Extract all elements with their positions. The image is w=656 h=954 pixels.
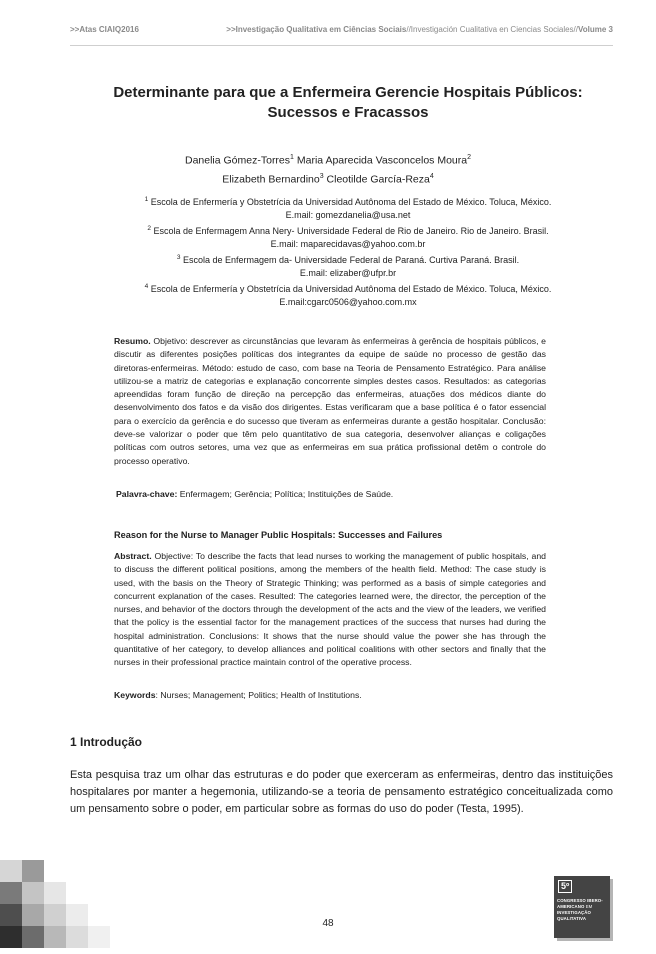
author-affil-mark: 3 xyxy=(319,172,324,180)
affiliation-1 xyxy=(80,193,616,209)
running-header-right xyxy=(226,25,613,34)
congress-logo xyxy=(554,876,610,938)
affiliation-3 xyxy=(80,251,616,267)
affiliations xyxy=(80,193,616,309)
author-list xyxy=(0,150,656,187)
affiliation-4 xyxy=(80,280,616,296)
keywords-portuguese xyxy=(116,489,548,499)
logo-line: QUALITATIVA xyxy=(557,916,587,921)
english-title: Reason for the Nurse to Manager Public Hospitals: Successes and Failures xyxy=(114,530,443,540)
logo-text xyxy=(557,898,608,922)
author-name: Elizabeth Bernardino xyxy=(222,173,320,185)
abstract-english xyxy=(114,550,546,670)
abstract-label: Resumo. xyxy=(114,336,151,346)
affiliation-email: E.mail: maparecidavas@yahoo.com.br xyxy=(270,239,426,249)
abstract-text: Objetivo: descrever as circunstâncias que levaram às enfermeiras à gerência de hospitais públicos, e discutir as diferentes posições políticas dos integrantes da equipe de saúde no processo de gestão das diretoras-enfermeiras. Método: estudo de caso, com base na Teoria de Pensamento Estratégico. Para análise utilizou-se a matriz de categorias e explanação concorrente simples destes casos. Resultados: as categorias apreendidas foram função de direção na percepção das enfermeiras, atuações dos médicos diante do desenvolvimento dos fatos e da visão dos dirigentes. Estas verificaram que a base política é o fator essencial para o exercício da gerência e do sucesso que tiveram as enfermeiras durante a gestão hospitalar. Conclusão: deve-se valorizar o poder que têm pelo quantitativo de sua categoria, desenvolver alianças e coligações políticas com outros setores, uma vez que as enfermeiras em sua prática profissional detêm o controle do processo operativo. xyxy=(114,336,547,466)
author-name: Maria Aparecida Vasconcelos Moura xyxy=(296,154,468,167)
logo-line: INVESTIGAÇÃO xyxy=(557,910,591,915)
paper-title: Determinante para que a Enfermeira Gerencie Hospitais Públicos: Sucessos e Fracassos xyxy=(113,84,583,121)
header-divider xyxy=(70,45,613,46)
abstract-text: Objective: To describe the facts that lead nurses to working the management of public hospitals, and to discuss the different political positions, among the members of the health field. Method: The case study is used, with the basis on the Theory of Strategic Thinking; was performed as a basis of simple categories and concurrent explanation of the cases. Resulted: The categories learned were, the director, the perception of the nurses, and behavior of the doctors through the development of the acts and the view of the leaders, we verified that the policy is the essential factor for the management practices of the success that nurses had during the hospital administration. Conclusions: It shows that the nurse should value the power she has through the quantitative of her category, to develop alliances and political coalitions with other sectors and finally that the nurses in their professional practice maintain control of the operative process. xyxy=(114,551,546,668)
affiliation-text: Escola de Enfermería y Obstetrícia da Universidad Autônoma del Estado de México. Toluca, México. xyxy=(150,284,552,294)
header-journal-es: //Investigación Cualitativa en Ciencias Sociales// xyxy=(406,25,579,34)
section-heading: 1 Introdução xyxy=(70,735,143,749)
author-affil-mark: 1 xyxy=(290,154,294,161)
keywords-label: Palavra-chave: xyxy=(116,489,178,499)
decorative-mosaic xyxy=(0,860,110,954)
affiliation-email: E.mail: gomezdanelia@usa.net xyxy=(285,210,411,220)
affiliation-text: Escola de Enfermagem da- Universidade Federal de Paraná. Curtiva Paraná. Brasil. xyxy=(182,255,520,265)
logo-word: EM xyxy=(585,904,593,909)
keywords-text: : Nurses; Management; Politics; Health of Institutions. xyxy=(155,690,362,700)
affiliation-number: 2 xyxy=(147,225,151,232)
keywords-text: Enfermagem; Gerência; Política; Instituições de Saúde. xyxy=(179,489,394,499)
affiliation-number: 4 xyxy=(144,283,149,290)
affiliation-text: Escola de Enfermería y Obstetrícia da Universidad Autônoma del Estado de México. Toluca, México. xyxy=(150,197,552,207)
keywords-english xyxy=(114,690,362,700)
affiliation-email: E.mail:cgarc0506@yahoo.com.mx xyxy=(279,297,417,307)
affiliation-number: 1 xyxy=(144,196,149,203)
affiliation-2 xyxy=(80,222,616,238)
keywords-label: Keywords xyxy=(114,690,156,700)
logo-edition: 5º xyxy=(558,880,572,893)
author-name: Cleotilde García-Reza xyxy=(326,173,430,185)
abstract-portuguese xyxy=(114,335,546,468)
author-affil-mark: 4 xyxy=(429,172,434,180)
abstract-label: Abstract. xyxy=(114,551,152,561)
affiliation-text: Escola de Enfermagem Anna Nery- Universidade Federal de Rio de Janeiro. Rio de Janeiro. Brasil. xyxy=(153,226,549,236)
page-number: 48 xyxy=(322,918,334,929)
logo-line: CONGRESSO IBERO- xyxy=(557,898,603,903)
author-affil-mark: 2 xyxy=(467,154,471,161)
author-name: Danelia Gómez-Torres xyxy=(184,154,291,167)
affiliation-number: 3 xyxy=(176,254,181,261)
section-body: Esta pesquisa traz um olhar das estruturas e do poder que exerceram as enfermeiras, dentro das instituições hospitalares por manter a hegemonia, utilizando-se a teoria de pensamento estratégico conceitualizada como um pensamento sobre o poder, em particular sobre as formas do uso do poder (Testa, 1995). xyxy=(70,769,613,815)
affiliation-email: E.mail: elizaber@ufpr.br xyxy=(299,268,397,278)
header-journal-pt: >>Investigação Qualitativa em Ciências Sociais xyxy=(226,25,407,34)
header-volume: Volume 3 xyxy=(578,25,613,34)
logo-word: AMERICANO xyxy=(557,904,585,909)
running-header-left: >>Atas CIAIQ2016 xyxy=(70,25,139,34)
